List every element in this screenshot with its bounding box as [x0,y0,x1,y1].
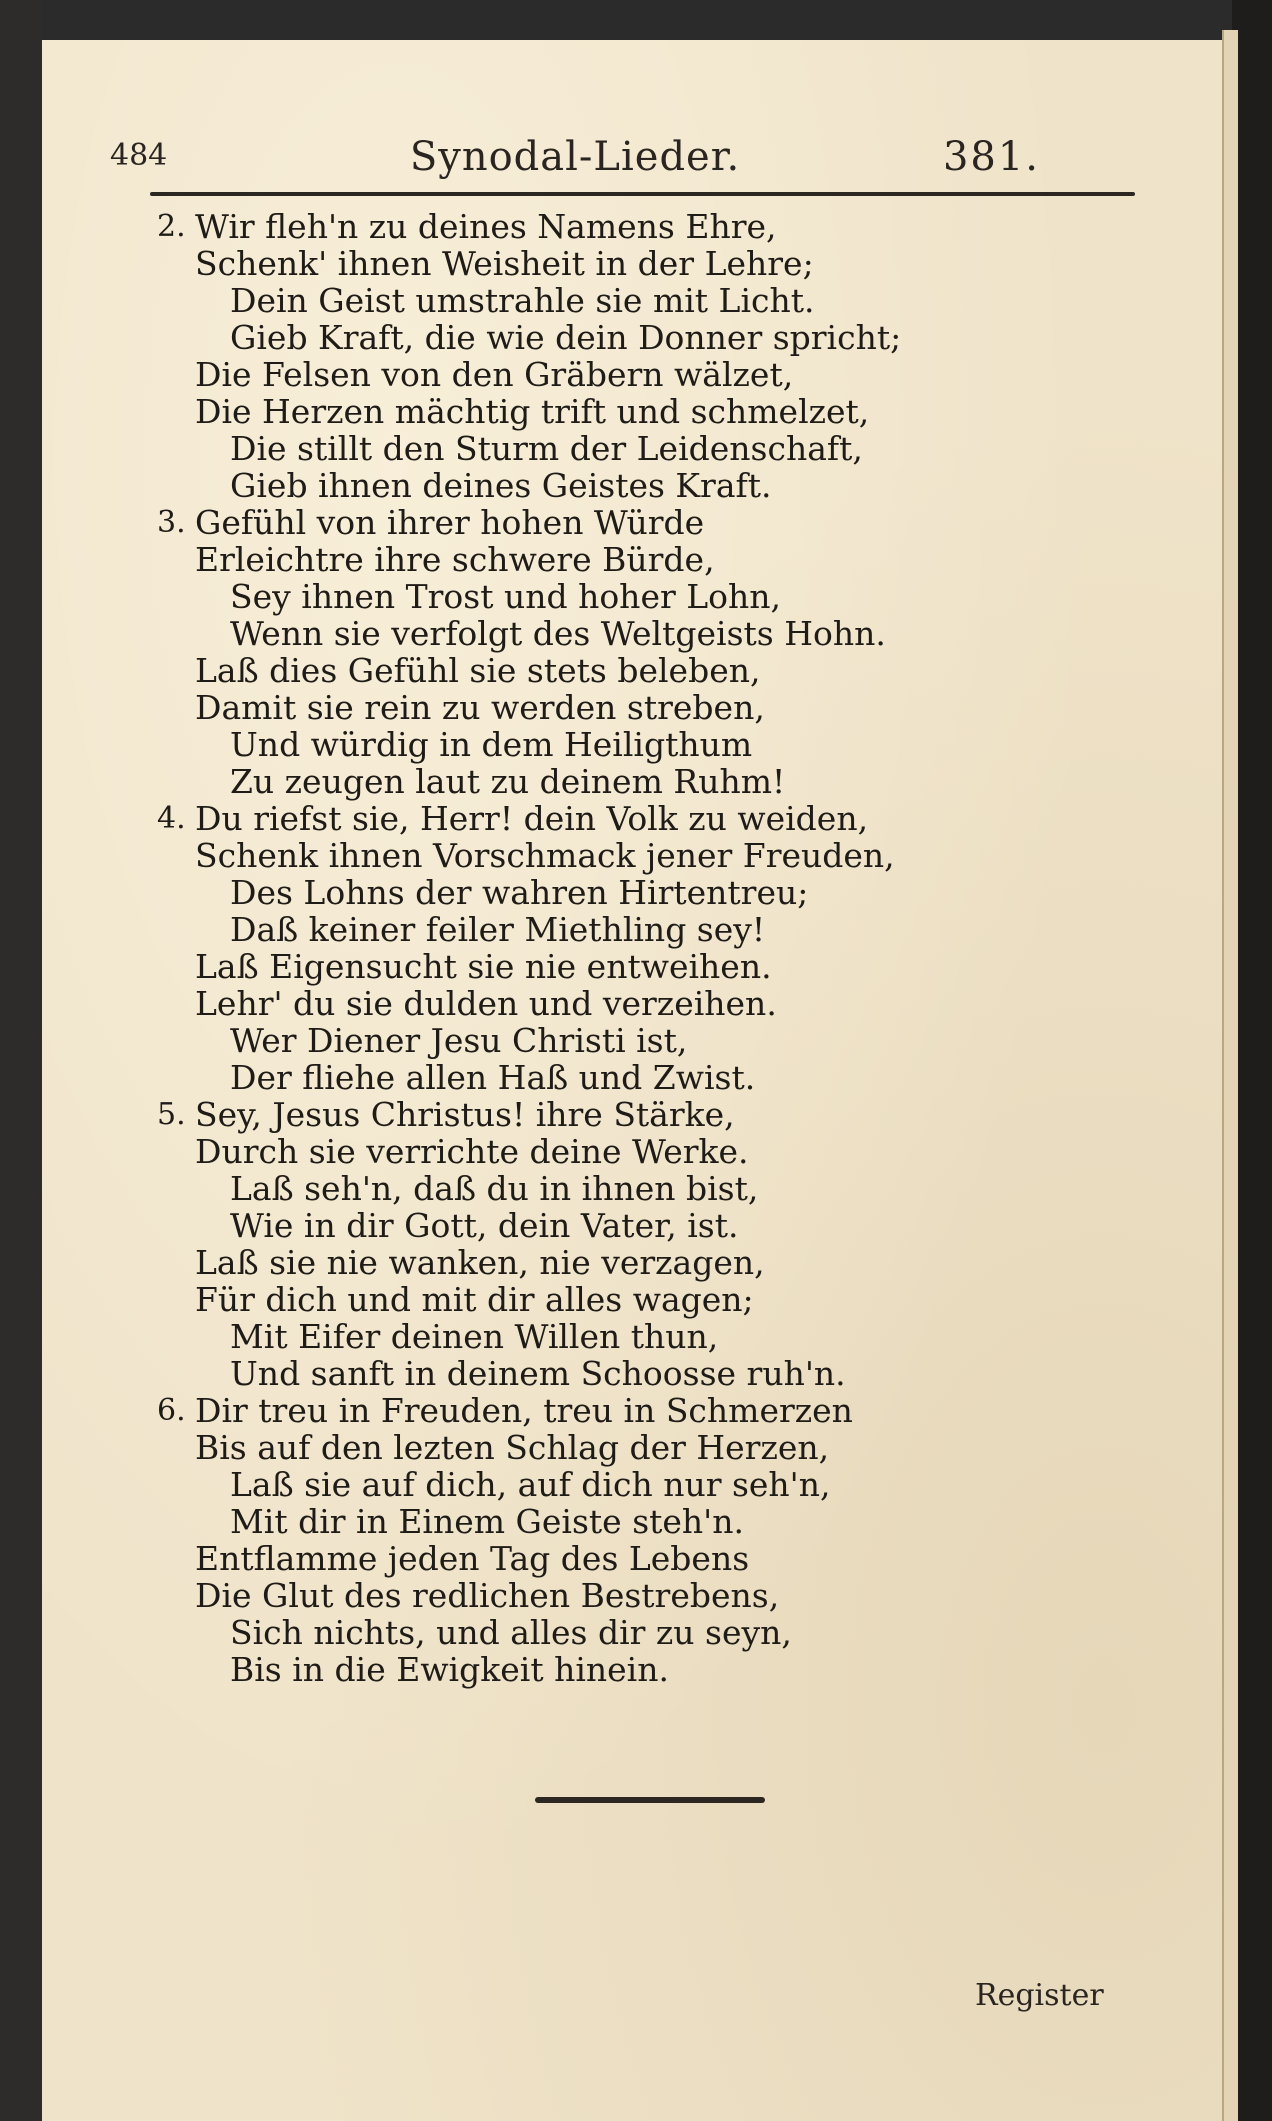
verse-line: Laß sie auf dich, auf dich nur seh'n, [230,1465,831,1504]
running-title: Synodal-Lieder. [409,134,741,180]
verse-line: Schenk' ihnen Weisheit in der Lehre; [195,244,814,283]
verse-line: Dir treu in Freuden, treu in Schmerzen [195,1391,853,1430]
scan-background-left [0,0,42,2121]
verse-line: Die Herzen mächtig trift und schmelzet, [195,392,870,431]
stanza-number: 3. [157,505,186,540]
verse-line: Die stillt den Sturm der Leidenschaft, [230,429,863,468]
page-number-right: 381. [942,134,1040,180]
verse-line: Sich nichts, und alles dir zu seyn, [230,1613,792,1652]
stanza [157,207,1185,505]
verse-line: Des Lohns der wahren Hirtentreu; [230,873,809,912]
verse-line: Durch sie verrichte deine Werke. [195,1132,749,1171]
verse-line: Damit sie rein zu werden streben, [195,688,765,727]
page-header [110,134,1040,188]
verse-line: Für dich und mit dir alles wagen; [195,1280,754,1319]
verse-line: Wie in dir Gott, dein Vater, ist. [230,1206,739,1245]
verse-line: Bis auf den lezten Schlag der Herzen, [195,1428,830,1467]
stanza-number: 6. [157,1393,186,1428]
verse-line: Zu zeugen laut zu deinem Ruhm! [230,762,786,801]
verse-line: Wer Diener Jesu Christi ist, [230,1021,688,1060]
verse-line: Erleichtre ihre schwere Bürde, [195,540,715,579]
verse-line: Du riefst sie, Herr! dein Volk zu weiden, [195,799,869,838]
verse-line: Laß Eigensucht sie nie entweihen. [195,947,772,986]
scan-background-right [1232,0,1272,2121]
stanza [157,799,1185,1097]
scan-background-top [0,0,1272,40]
verse-line: Dein Geist umstrahle sie mit Licht. [230,281,815,320]
stanza-number: 5. [157,1097,186,1132]
stanza-number: 4. [157,801,186,836]
verse-line: Sey, Jesus Christus! ihre Stärke, [195,1095,735,1134]
hymn-text [157,207,1185,1689]
verse-line: Die Glut des redlichen Bestrebens, [195,1576,780,1615]
closing-rule [535,1797,765,1803]
verse-line: Mit dir in Einem Geiste steh'n. [230,1502,744,1541]
verse-line: Laß sie nie wanken, nie verzagen, [195,1243,765,1282]
verse-line: Lehr' du sie dulden und verzeihen. [195,984,777,1023]
page-number-left: 484 [110,138,168,173]
facing-page-edge [1222,30,1238,2121]
stanza-number: 2. [157,209,186,244]
verse-line: Laß dies Gefühl sie stets beleben, [195,651,761,690]
verse-line: Der fliehe allen Haß und Zwist. [230,1058,756,1097]
verse-line: Gieb ihnen deines Geistes Kraft. [230,466,772,505]
stanza [157,1391,1185,1689]
verse-line: Laß seh'n, daß du in ihnen bist, [230,1169,759,1208]
verse-line: Entflamme jeden Tag des Lebens [195,1539,750,1578]
verse-line: Gefühl von ihrer hohen Würde [195,503,705,542]
verse-line: Schenk ihnen Vorschmack jener Freuden, [195,836,895,875]
stanza [157,1095,1185,1393]
stanza [157,503,1185,801]
verse-line: Die Felsen von den Gräbern wälzet, [195,355,794,394]
verse-line: Bis in die Ewigkeit hinein. [230,1650,669,1689]
verse-line: Und sanft in deinem Schoosse ruh'n. [230,1354,846,1393]
catchword: Register [975,1978,1104,2013]
verse-line: Wir fleh'n zu deines Namens Ehre, [195,207,777,246]
verse-line: Mit Eifer deinen Willen thun, [230,1317,719,1356]
verse-line: Wenn sie verfolgt des Weltgeists Hohn. [230,614,886,653]
header-rule [150,192,1135,196]
verse-line: Und würdig in dem Heiligthum [230,725,753,764]
verse-line: Daß keiner feiler Miethling sey! [230,910,766,949]
verse-line: Sey ihnen Trost und hoher Lohn, [230,577,782,616]
verse-line: Gieb Kraft, die wie dein Donner spricht; [230,318,902,357]
